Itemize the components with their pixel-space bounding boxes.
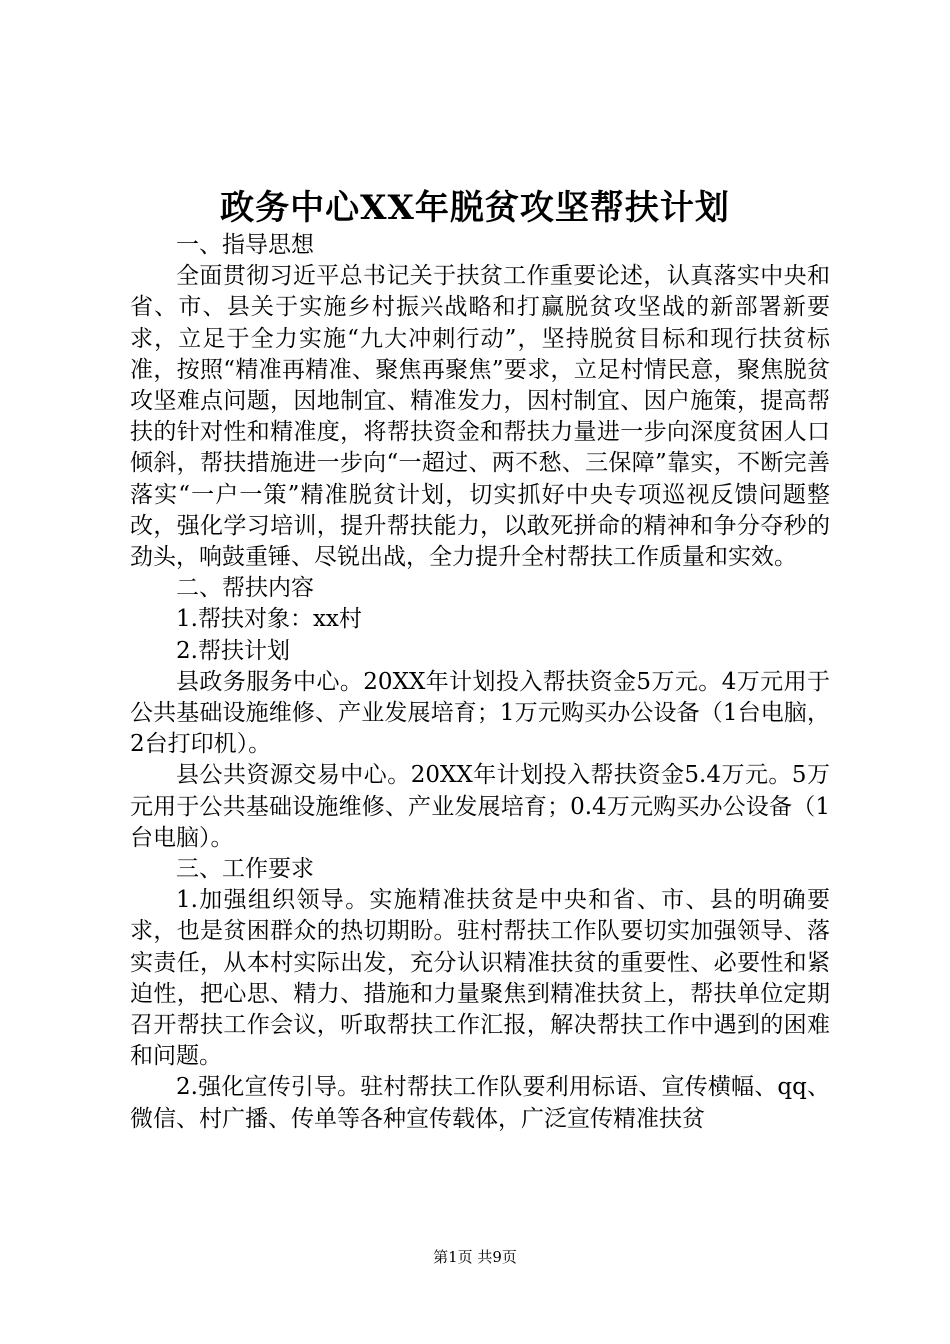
paragraph-guiding-ideology: 全面贯彻习近平总书记关于扶贫工作重要论述，认真落实中央和省、市、县关于实施乡村振兴战略和打赢脱贫攻坚战的新部署新要求，立足于全力实施“九大冲刺行动”，坚持脱贫目标和现行扶贫标准，按照“精准再精准、聚焦再聚焦”要求，立足村情民意，聚焦脱贫攻坚难点问题，因地制宜、精准发力，因村制宜、因户施策，提高帮扶的针对性和精准度，将帮扶资金和帮扶力量进一步向深度贫困人口倾斜，帮扶措施进一步向“一超过、两不愁、三保障”靠实，不断完善落实“一户一策”精准脱贫计划，切实抓好中央专项巡视反馈问题整改，强化学习培训，提升帮扶能力，以敢死拼命的精神和争分夺秒的劲头，响鼓重锤、尽锐出战，全力提升全村帮扶工作质量和实效。	[130, 263, 830, 571]
paragraph-public-resource-center: 县公共资源交易中心。20XX年计划投入帮扶资金5.4万元。5万元用于公共基础设施维修、产业发展培育；0.4万元购买办公设备（1台电脑）。	[130, 762, 830, 851]
paragraph-strengthen-publicity: 2.强化宣传引导。驻村帮扶工作队要利用标语、宣传横幅、qq、微信、村广播、传单等各种宣传载体，广泛宣传精准扶贫	[130, 1074, 830, 1132]
paragraph-strengthen-leadership: 1.加强组织领导。实施精准扶贫是中央和省、市、县的明确要求，也是贫困群众的热切期盼。驻村帮扶工作队要切实加强领导、落实责任，从本村实际出发，充分认识精准扶贫的重要性、必要性和紧迫性，把心思、精力、措施和力量聚焦到精准扶贫上，帮扶单位定期召开帮扶工作会议，听取帮扶工作汇报，解决帮扶工作中遇到的困难和问题。	[130, 887, 830, 1070]
section-heading-work-requirements: 三、工作要求	[176, 856, 314, 883]
paragraph-government-service-center: 县政务服务中心。20XX年计划投入帮扶资金5万元。4万元用于公共基础设施维修、产业发展培育；1万元购买办公设备（1台电脑，2台打印机）。	[130, 668, 830, 758]
document-title: 政务中心XX年脱贫攻坚帮扶计划	[220, 188, 730, 228]
page-footer: 第1页 共9页	[433, 1248, 517, 1266]
section-heading-assistance-content: 二、帮扶内容	[176, 575, 314, 602]
section-heading-guiding-ideology: 一、指导思想	[176, 232, 314, 258]
paragraph-assistance-target: 1.帮扶对象：xx村	[176, 606, 362, 633]
paragraph-assistance-plan-heading: 2.帮扶计划	[176, 637, 290, 664]
document-body	[130, 230, 830, 1135]
